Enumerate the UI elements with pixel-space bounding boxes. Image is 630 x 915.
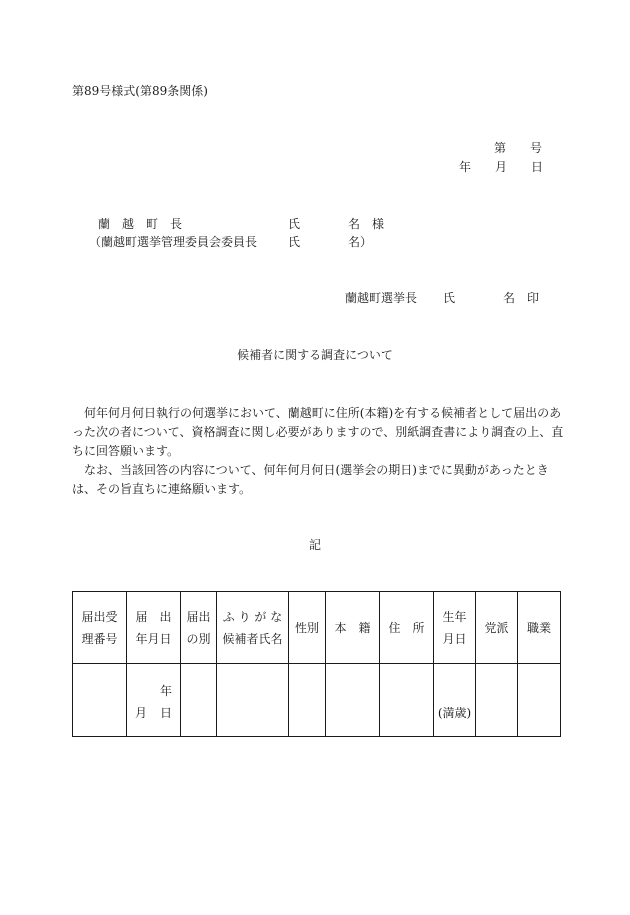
cell-filing-type [181, 664, 217, 737]
cell-receipt-number [73, 664, 127, 737]
header-address: 住 所 [380, 592, 434, 664]
header-receipt-number: 届出受 理番号 [73, 592, 127, 664]
subject-title: 候補者に関する調査について [237, 348, 393, 362]
table-header-row [73, 592, 561, 664]
header-domicile: 本 籍 [326, 592, 380, 664]
header-birthdate: 生年 月日 [434, 592, 476, 664]
candidate-table [72, 591, 561, 737]
body-paragraph-1: 何年何月何日執行の何選挙において、蘭越町に住所(本籍)を有する候補者として届出のあった次の者について、資格調査に関し必要がありますので、別紙調査書により調査の上、直ちに回答願います。 [72, 406, 564, 458]
table-row [73, 664, 561, 737]
month-label: 月 [135, 706, 148, 720]
year-label: 年 [159, 684, 172, 698]
body-paragraph-2: なお、当該回答の内容について、何年何月何日(選挙会の期日)までに異動があったときは、その旨直ちに連絡願います。 [72, 463, 549, 496]
addressee-title-1: 蘭 越 町 長 [98, 217, 183, 231]
addressee-name-1: 氏 名 様 [288, 217, 385, 231]
form-number: 第89号様式(第89条関係) [72, 84, 208, 98]
cell-address [380, 664, 434, 737]
header-filing-type: 届出 の別 [181, 592, 217, 664]
addressee-name-2: 氏 名） [288, 235, 373, 249]
header-occupation: 職業 [518, 592, 561, 664]
cell-birthdate [434, 664, 476, 737]
header-gender: 性別 [289, 592, 326, 664]
sender-title: 蘭越町選挙長 [345, 291, 418, 305]
header-filing-date: 届 出 年月日 [127, 592, 181, 664]
age-label: (満歳) [437, 706, 472, 720]
day-label: 日 [159, 706, 172, 720]
cell-candidate-name [217, 664, 289, 737]
document-number-label: 第 号 [494, 141, 543, 155]
header-party: 党派 [476, 592, 518, 664]
cell-filing-date [127, 664, 181, 737]
header-candidate-name: ふ り が な 候補者氏名 [217, 592, 289, 664]
cell-domicile [326, 664, 380, 737]
cell-gender [289, 664, 326, 737]
ki-mark: 記 [308, 538, 321, 552]
cell-occupation [518, 664, 561, 737]
cell-party [476, 664, 518, 737]
sender-name: 氏 名 印 [443, 291, 540, 305]
document-date-label: 年 月 日 [459, 160, 544, 174]
addressee-title-2: （蘭越町選挙管理委員会委員長 [89, 235, 258, 249]
body-text [72, 404, 572, 499]
